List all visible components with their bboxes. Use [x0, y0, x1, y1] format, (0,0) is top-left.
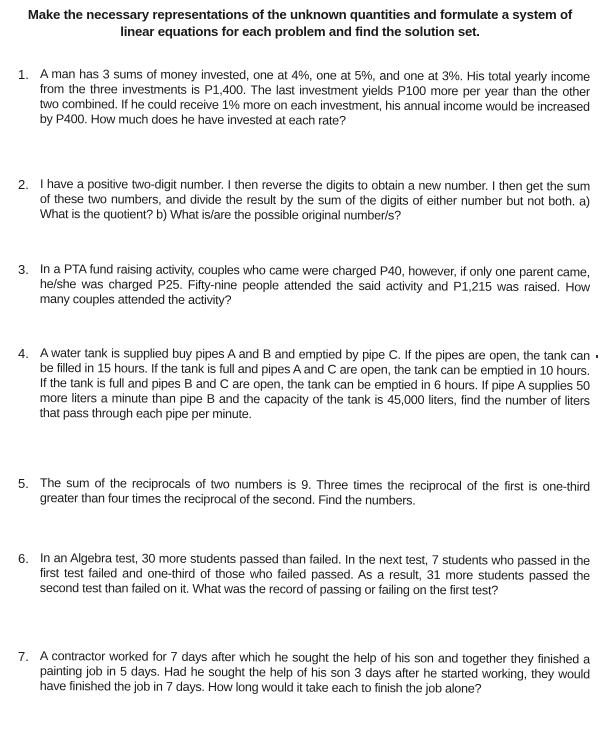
worksheet-instructions: Make the necessary representations of the unknown quantities and formulate a system of linear equations for each problem and find the solution set.: [27, 7, 573, 39]
problem-number: 7.: [18, 649, 29, 664]
problem-number: 3.: [18, 262, 29, 277]
problem-number: 1.: [18, 67, 29, 82]
scan-speck: [596, 355, 598, 358]
problem-text: A man has 3 sums of money invested, one at 4%, one at 5%, and one at 3%. His total yearly income from the three investments is P1,400. The last investment yields P100 more per year than the other two combined. If he could receive 1% more on each investment, his annual income would be increased by P400. How much does he have invested at each rate?: [39, 67, 590, 128]
problem-text: The sum of the reciprocals of two numbers is 9. Three times the reciprocal of the first is one-third greater than four times the reciprocal of the second. Find the numbers.: [39, 476, 590, 508]
problem-text: In a PTA fund raising activity, couples who came were charged P40, however, if only one parent came, he/she was charged P25. Fifty-nine people attended the said activity and P1,215 was raised. How many couples attended the activity?: [39, 262, 590, 308]
problem-number: 2.: [18, 177, 29, 192]
problem-text: I have a positive two-digit number. I then reverse the digits to obtain a new number. I then get the sum of these two numbers, and divide the result by the sum of the digits of either number but not both. a) What is the quotient? b) What is/are the possible original number/s?: [39, 177, 590, 223]
problem-number: 5.: [18, 476, 29, 491]
problem-text: A contractor worked for 7 days after which he sought the help of his son and together they finished a painting job in 5 days. Had he sought the help of his son 3 days after he started working, they would have finished the job in 7 days. How long would it take each to finish the job alone?: [39, 649, 590, 696]
problem-text: A water tank is supplied buy pipes A and B and emptied by pipe C. If the pipes are open, the tank can be filled in 15 hours. If the tank is full and pipes A and C are open, the tank can be emptied in 10 hours. If the tank is full and pipes B and C are open, the tank can be emptied in 6 hours. If pipe A supplies 50 more liters a minute than pipe B and the capacity of the tank is 45,000 liters, find the number of liters that pass through each pipe per minute.: [39, 346, 590, 422]
problem-text: In an Algebra test, 30 more students passed than failed. In the next test, 7 students who passed in the first test failed and one-third of those who failed passed. As a result, 31 more students passed the second test than failed on it. What was the record of passing or failing on the first test?: [39, 551, 590, 598]
problem-number: 6.: [18, 551, 29, 566]
problem-number: 4.: [18, 346, 29, 361]
